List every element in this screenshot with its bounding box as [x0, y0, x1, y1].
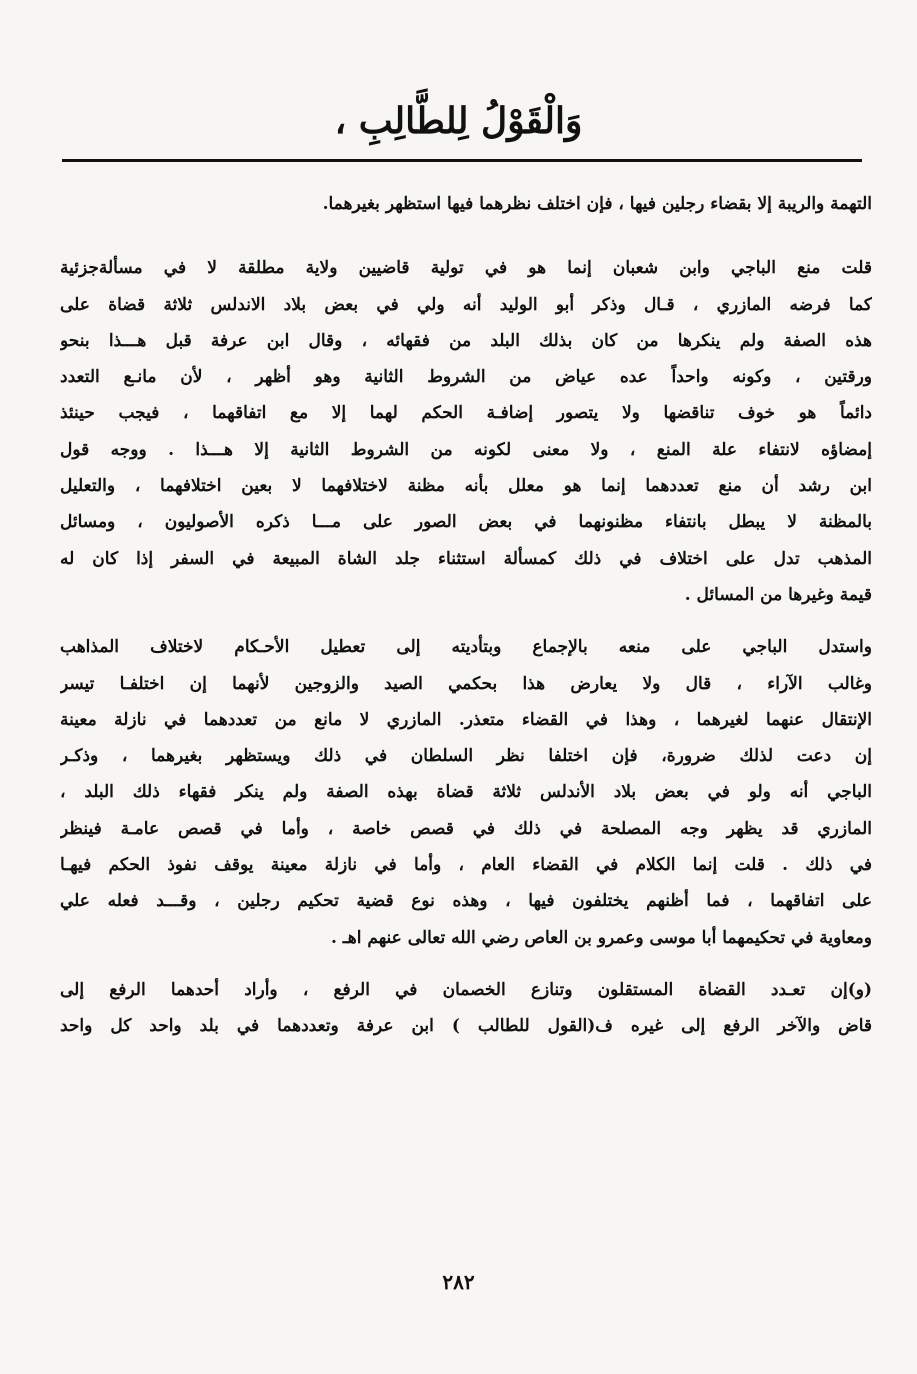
text-line: قلت منع الباجي وابن شعبان إنما هو في تولية قاضيين ولاية مطلقة لا في مسألةجزئية — [60, 258, 872, 279]
text-line: ورقتين ، وكونه واحداً عده عياض من الشروط الثانية وهو أظهر ، لأن مانـع التعدد — [60, 367, 872, 388]
text-line: هذه الصفة ولم ينكرها من كان بذلك البلد من فقهائه ، وقال ابن عرفة قبل هـــذا بنحو — [60, 330, 872, 351]
page-number: ٢٨٢ — [442, 1270, 475, 1294]
text-line: كما فرضه المازري ، قـال وذكر أبو الوليد أنه ولي في بعض بلاد الاندلس ثلاثة قضاة على — [60, 294, 872, 315]
text-line: قيمة وغيرها من المسائل . — [684, 584, 872, 605]
text-line: بالمظنة لا يبطل بانتفاء مظنونهما في بعض الصور على مـــا ذكره الأصوليون ، ومسائل — [60, 512, 872, 533]
text-line: وغالب الآراء ، قال ولا يعارض هذا بحكمي الصيد والزوجين لأنهما إن اختلفـا تيسر — [60, 673, 872, 694]
page-header-title: وَالْقَوْلُ لِلطَّالِبِ ، — [334, 100, 583, 142]
paragraph-gap — [60, 956, 872, 972]
paragraph-gap — [60, 222, 872, 250]
text-line: المازري قد يظهر وجه المصلحة في ذلك في قصص خاصة ، وأما في قصص عامـة فينظر — [60, 818, 872, 839]
text-line: (و)إن تعـدد القضاة المستقلون وتنازع الخصمان في الرفع ، وأراد أحدهما الرفع إلى — [60, 979, 872, 1000]
text-line: على اتفاقهما ، فما أظنهم يختلفون فيها ، وهذه نوع قضية تحكيم رجلين ، وقـــد فعله علي — [60, 891, 872, 912]
header-rule — [62, 159, 862, 162]
paragraph-gap — [60, 613, 872, 629]
text-line: قاض والآخر الرفع إلى غيره ف(القول للطالب ) ابن عرفة وتعددهما في بلد واحد كل واحد — [60, 1016, 872, 1037]
body-text — [60, 186, 872, 1045]
text-line: التهمة والريبة إلا بقضاء رجلين فيها ، فإن اختلف نظرهما فيها استظهر بغيرهما. — [322, 194, 872, 214]
paragraph — [60, 972, 872, 1045]
text-line: إمضاؤه لانتفاء علة المنع ، ولا معنى لكونه من الشروط الثانية إلا هـــذا . ووجه قول — [60, 439, 872, 460]
text-line: ابن رشد أن منع تعددهما إنما هو معلل بأنه مظنة لاختلافهما لا بعين اختلافهما ، والتعليل — [60, 476, 872, 497]
paragraph — [60, 629, 872, 956]
text-line: واستدل الباجي على منعه بالإجماع وبتأديته إلى تعطيل الأحـكام لاختلاف المذاهب — [60, 637, 872, 658]
text-line: الإنتقال عنهما لغيرهما ، وهذا في القضاء متعذر. المازري لا مانع من تعددهما في نازلة معينة — [60, 709, 872, 730]
paragraph — [60, 186, 872, 222]
paragraph — [60, 250, 872, 613]
text-line: في ذلك . قلت إنما الكلام في القضاء العام ، وأما في نازلة معينة يوقف نفوذ الحكم فيهـا — [60, 855, 872, 876]
text-line: دائماً هو خوف تناقضها ولا يتصور إضافـة الحكم لهما إلا مع اتفاقهما ، فيجب حينئذ — [60, 403, 872, 424]
text-line: ومعاوية في تحكيمهما أبا موسى وعمرو بن العاص رضي الله تعالى عنهم اهـ . — [330, 927, 872, 948]
text-line: الباجي أنه ولو في بعض بلاد الأندلس ثلاثة قضاة بهذه الصفة ولم ينكر فقهاء ذلك البلد ، — [60, 782, 872, 803]
text-line: إن دعت لذلك ضرورة، فإن اختلفا نظر السلطان في ذلك ويستظهر بغيرهما ، وذكـر — [60, 746, 872, 767]
text-line: المذهب تدل على اختلاف في ذلك كمسألة استثناء جلد الشاة المبيعة في السفر إذا كان له — [60, 548, 872, 569]
